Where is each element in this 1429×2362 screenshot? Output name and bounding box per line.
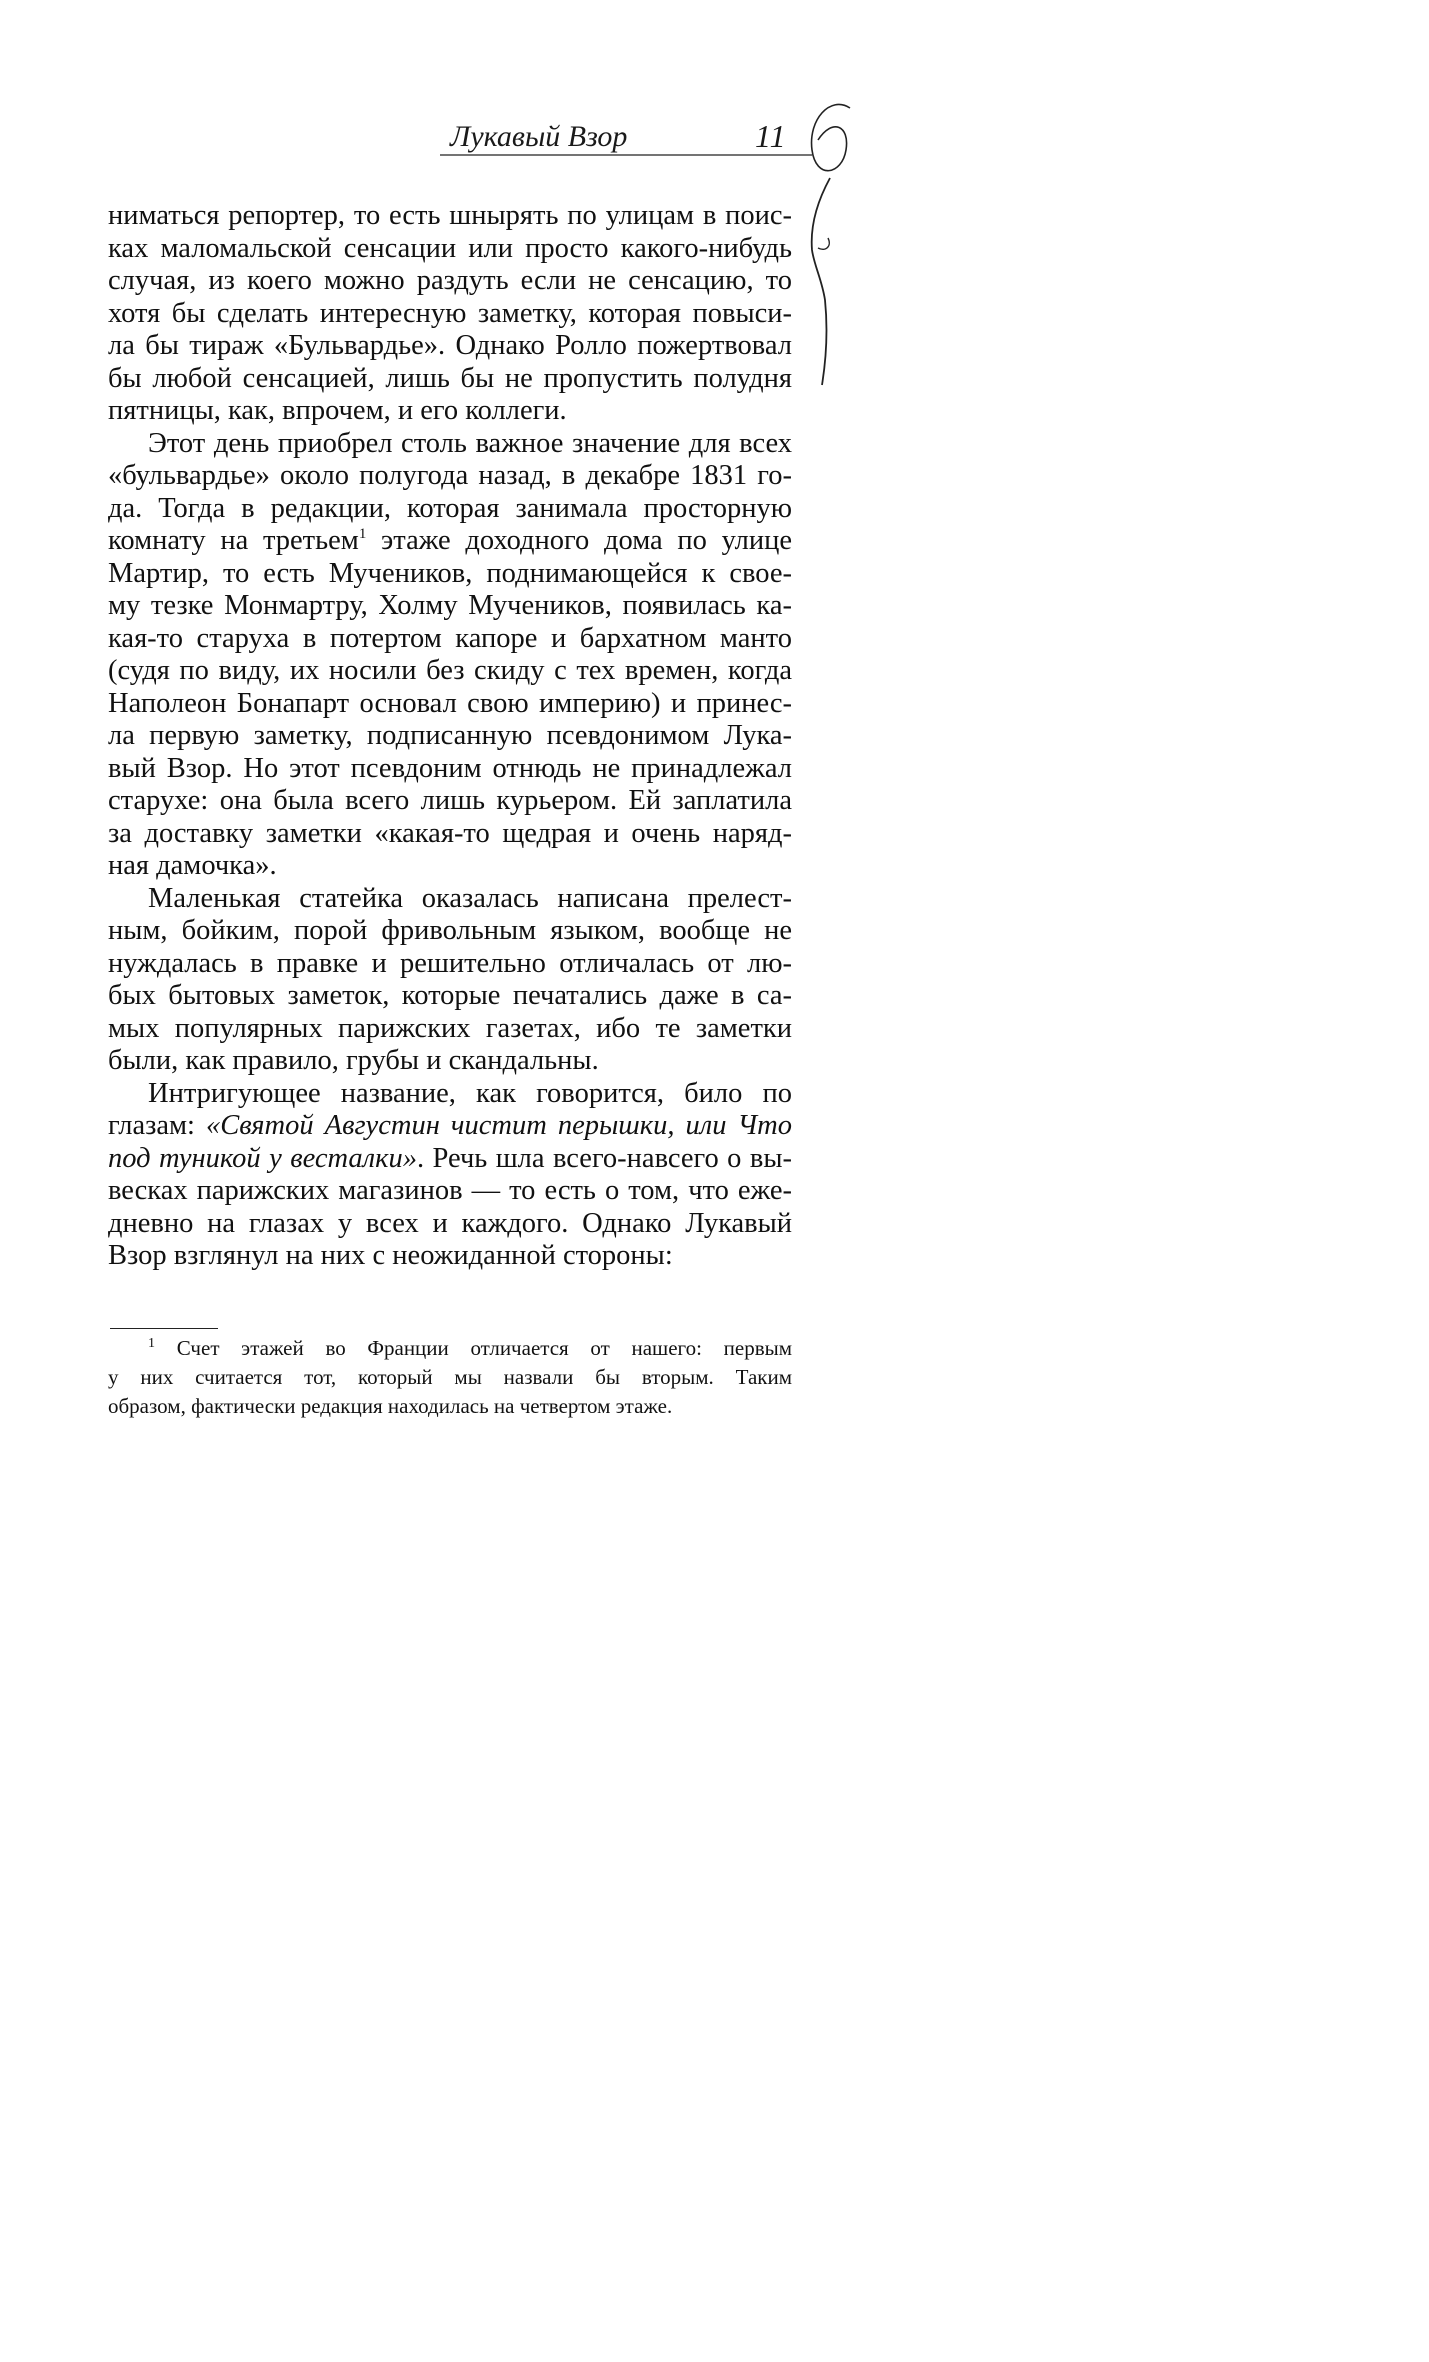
footnote-line: образом, фактически редакция находилась на четвертом этаже. (108, 1394, 673, 1418)
text-line: бы любой сенсацией, лишь бы не пропустить полудня (108, 362, 792, 394)
text-line: Мартир, то есть Мучеников, поднимающейся к свое- (108, 557, 792, 589)
text-fragment: . Речь шла всего-навсего о вы- (416, 1142, 792, 1174)
article-title-italic: под туникой у весталки» (108, 1142, 417, 1174)
text-line: пятницы, как, впрочем, и его коллеги. (108, 395, 567, 426)
text-line: дневно на глазах у всех и каждого. Однако Лукавый (108, 1207, 792, 1239)
text-line: ниматься репортер, то есть шнырять по улицам в поис- (108, 200, 792, 231)
text-line: ным, бойким, порой фривольным языком, вообще не (108, 915, 792, 946)
text-line: хотя бы сделать интересную заметку, которая повыси- (108, 297, 792, 329)
page-number: 11 (755, 118, 787, 154)
text-line: Взор взглянул на них с неожиданной стороны: (108, 1240, 673, 1271)
text-line (108, 1143, 792, 1176)
text-line: Этот день приобрел столь важное значение для всех (148, 427, 792, 459)
text-line: ла первую заметку, подписанную псевдонимом Лука- (108, 720, 792, 751)
text-line: Интригующее название, как говорится, било по (148, 1077, 792, 1109)
text-line: Маленькая статейка оказалась написана прелест- (148, 882, 792, 914)
text-line: старухе: она была всего лишь курьером. Ей заплатила (108, 785, 792, 816)
footnote-reference[interactable]: 1 (358, 526, 367, 542)
text-line: Наполеон Бонапарт основал свою империю) и принес- (108, 687, 792, 719)
text-fragment: глазам: (108, 1110, 195, 1141)
text-fragment: Счет этажей во Франции отличается от нашего: первым (176, 1336, 793, 1360)
text-fragment: этаже доходного дома по улице (381, 525, 792, 556)
text-line: вый Взор. Но этот псевдоним отнюдь не принадлежал (108, 752, 792, 784)
running-head: Лукавый Взор (450, 120, 628, 153)
text-line: «бульвардье» около полугода назад, в декабре 1831 го- (108, 460, 792, 491)
text-line: были, как правило, грубы и скандальны. (108, 1045, 599, 1076)
text-line: (судя по виду, их носили без скиду с тех времен, когда (108, 655, 792, 686)
text-line (108, 525, 792, 558)
text-line (108, 1110, 792, 1143)
book-page (0, 0, 937, 1542)
text-fragment: комнату на третьем (108, 525, 359, 556)
text-line: му тезке Монмартру, Холму Мучеников, появилась ка- (108, 590, 792, 621)
text-line: нуждалась в правке и решительно отличалась от лю- (108, 947, 792, 979)
text-line: да. Тогда в редакции, которая занимала просторную (108, 492, 792, 524)
text-line: ная дамочка». (108, 850, 277, 881)
text-line: весках парижских магазинов — то есть о том, что еже- (108, 1175, 792, 1206)
footnote (108, 1334, 792, 1421)
text-line: за доставку заметки «какая-то щедрая и очень наряд- (108, 817, 792, 849)
footnote-line (108, 1334, 792, 1363)
text-line: бых бытовых заметок, которые печатались даже в са- (108, 980, 792, 1011)
text-line: случая, из коего можно раздуть если не сенсацию, то (108, 265, 792, 296)
text-line: ках маломальской сенсации или просто какого-нибудь (108, 232, 792, 264)
footnote-divider (110, 1328, 218, 1329)
body-text (108, 200, 792, 1273)
text-line: кая-то старуха в потертом капоре и бархатном манто (108, 622, 792, 654)
footnote-line: у них считается тот, который мы назвали бы вторым. Таким (108, 1365, 792, 1389)
footnote-mark: 1 (148, 1336, 155, 1351)
text-line: мых популярных парижских газетах, ибо те заметки (108, 1012, 792, 1044)
text-line: ла бы тираж «Бульвардье». Однако Ролло пожертвовал (108, 330, 792, 361)
article-title-italic: «Святой Августин чистит перышки, или Что (206, 1110, 792, 1141)
